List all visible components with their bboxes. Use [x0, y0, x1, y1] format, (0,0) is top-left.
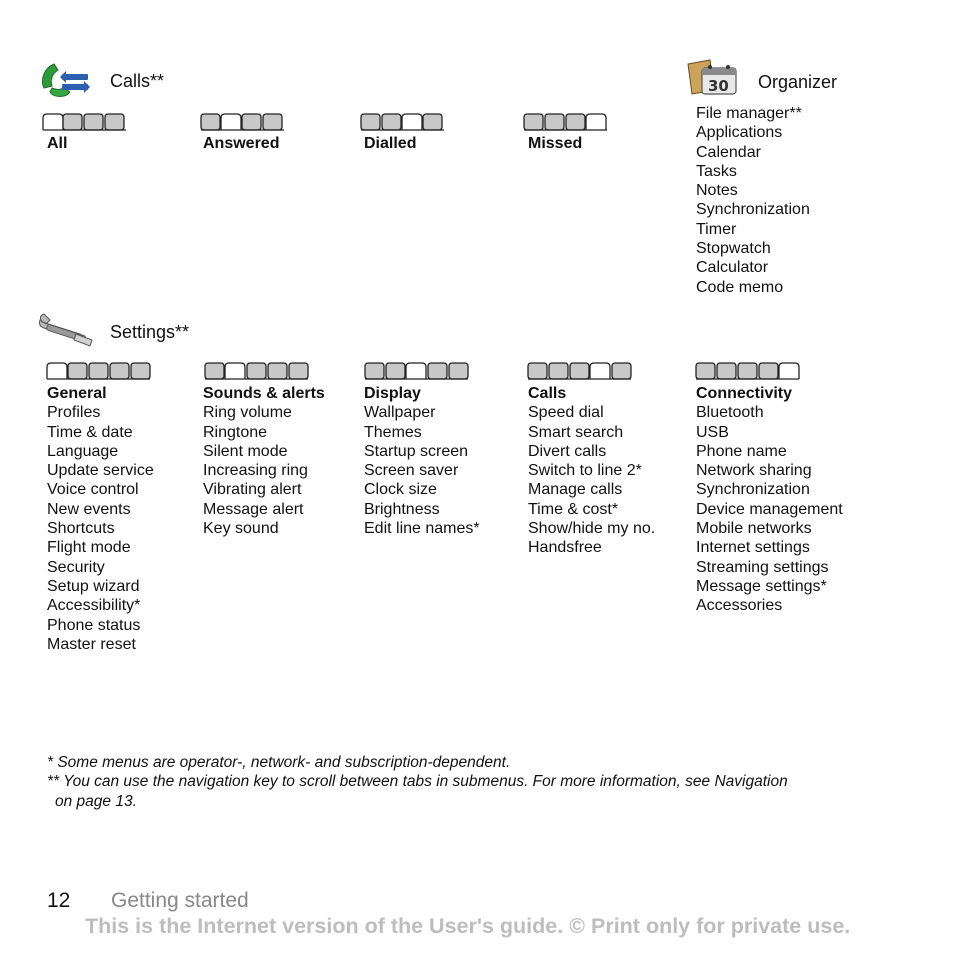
list-item: Language [47, 442, 119, 460]
list-item: Divert calls [528, 442, 607, 460]
list-item: Screen saver [364, 462, 459, 480]
tab-answered: Answered [203, 135, 280, 152]
calls-icon [36, 58, 94, 102]
calls-heading: Calls** [110, 71, 165, 91]
list-item: Synchronization [696, 481, 810, 499]
list-item: Message settings* [696, 577, 827, 595]
footnote-1: * Some menus are operator-, network- and subscription-dependent. [47, 754, 511, 771]
tab-general: General [47, 385, 107, 402]
organizer-list [696, 104, 810, 297]
settings-column-connectivity [696, 384, 843, 616]
footnote-2-continued: on page 13. [55, 793, 137, 810]
list-item: Stopwatch [696, 240, 771, 258]
list-item: Tasks [696, 162, 737, 180]
organizer-heading: Organizer [758, 72, 838, 92]
list-item: Message alert [203, 500, 304, 518]
list-item: Increasing ring [203, 462, 308, 480]
tab-strip-icon [364, 359, 470, 381]
list-item: Switch to line 2* [528, 462, 642, 480]
tab-missed: Missed [528, 135, 583, 152]
organizer-icon [684, 56, 742, 100]
list-item: Network sharing [696, 462, 812, 480]
tab-strip-icon [523, 110, 609, 132]
list-item: Silent mode [203, 442, 288, 460]
list-item: Themes [364, 423, 422, 441]
tab-sounds-alerts: Sounds & alerts [203, 385, 325, 402]
tab-strip-icon [46, 359, 152, 381]
list-item: Clock size [364, 481, 437, 499]
footnote-2: ** You can use the navigation key to scroll between tabs in submenus. For more information, see Navigation [47, 773, 788, 790]
list-item: Wallpaper [364, 404, 436, 422]
list-item: Profiles [47, 404, 101, 422]
settings-column-general [47, 384, 154, 654]
list-item: New events [47, 500, 131, 518]
list-item: Brightness [364, 500, 440, 518]
list-item: Flight mode [47, 539, 131, 557]
tab-all: All [47, 135, 68, 152]
list-item: Edit line names* [364, 520, 480, 538]
list-item: Calendar [696, 143, 761, 161]
settings-column-display [364, 384, 480, 538]
settings-column-sounds [203, 384, 325, 538]
list-item: Vibrating alert [203, 481, 302, 499]
list-item: Timer [696, 220, 737, 238]
list-item: Show/hide my no. [528, 520, 656, 538]
list-item: Applications [696, 124, 783, 142]
list-item: Streaming settings [696, 558, 829, 576]
list-item: Ring volume [203, 404, 292, 422]
list-item: Smart search [528, 423, 624, 441]
list-item: File manager** [696, 105, 802, 122]
section-title: Getting started [111, 889, 249, 912]
list-item: Device management [696, 500, 843, 518]
list-item: Internet settings [696, 539, 810, 557]
list-item: Phone status [47, 616, 141, 634]
list-item: Time & cost* [528, 500, 619, 518]
list-item: Accessories [696, 597, 783, 615]
list-item: Code memo [696, 278, 784, 296]
tab-strip-icon [204, 359, 310, 381]
settings-heading: Settings** [110, 322, 190, 342]
tab-strip-icon [695, 359, 801, 381]
list-item: Security [47, 558, 105, 576]
list-item: Update service [47, 462, 154, 480]
list-item: Synchronization [696, 201, 810, 219]
list-item: USB [696, 423, 729, 441]
list-item: Setup wizard [47, 577, 140, 595]
list-item: Voice control [47, 481, 139, 499]
list-item: Ringtone [203, 423, 268, 441]
list-item: Handsfree [528, 539, 602, 557]
list-item: Speed dial [528, 404, 604, 422]
list-item: Master reset [47, 635, 136, 653]
list-item: Time & date [47, 423, 133, 441]
settings-column-calls [528, 384, 655, 558]
tab-dialled: Dialled [364, 135, 417, 152]
page-number: 12 [47, 889, 71, 912]
tab-strip-icon [200, 110, 286, 132]
svg-text:30: 30 [708, 77, 729, 95]
tab-strip-icon [360, 110, 446, 132]
list-item: Mobile networks [696, 520, 812, 538]
tab-strip-icon [42, 110, 128, 132]
list-item: Calculator [696, 259, 769, 277]
settings-icon [36, 312, 96, 348]
list-item: Manage calls [528, 481, 623, 499]
list-item: Accessibility* [47, 597, 141, 615]
list-item: Phone name [696, 442, 787, 460]
list-item: Startup screen [364, 442, 469, 460]
watermark-text: This is the Internet version of the User's guide. © Print only for private use. [85, 914, 851, 938]
list-item: Notes [696, 182, 738, 200]
tab-connectivity: Connectivity [696, 385, 793, 402]
list-item: Shortcuts [47, 520, 115, 538]
tab-strip-icon [527, 359, 633, 381]
tab-display: Display [364, 385, 421, 402]
tab-calls: Calls [528, 385, 567, 402]
list-item: Key sound [203, 520, 279, 538]
list-item: Bluetooth [696, 404, 764, 422]
